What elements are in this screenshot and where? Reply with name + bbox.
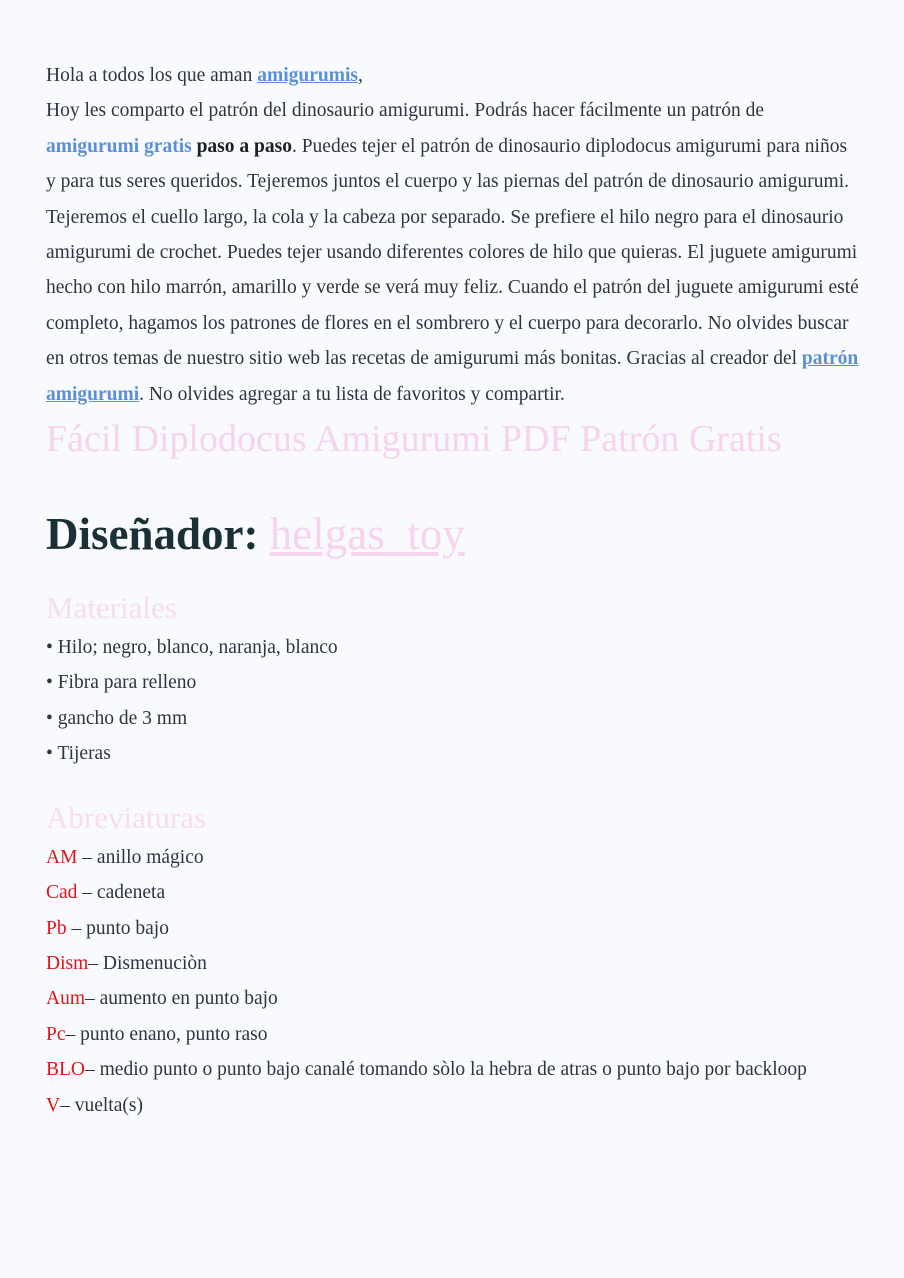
designer-link[interactable]: helgas_toy (269, 509, 465, 560)
page-title: Fácil Diplodocus Amigurumi PDF Patrón Gratis (46, 418, 782, 461)
intro-greeting-comma: , (357, 65, 363, 86)
abbreviation-item (46, 911, 861, 946)
intro-paragraph (46, 58, 861, 412)
abbreviation-term: BLO (46, 1059, 85, 1081)
abbreviation-term: Dism (46, 952, 89, 974)
designer-heading (46, 506, 861, 562)
abbreviation-term: Aum (46, 988, 85, 1010)
abbreviations-list (46, 840, 861, 1123)
amigurumi-gratis-link[interactable]: amigurumi gratis (46, 135, 192, 157)
materials-item: • Tijeras (46, 743, 111, 765)
intro-text-2: . Puedes tejer el patrón de dinosaurio diplodocus amigurumi para niños y para tus seres queridos. Tejeremos juntos el cuerpo y las piernas del patrón de dinosaurio amigurumi. Tejeremos el cuello largo, la cola y la cabeza por separado. Se prefiere el hilo negro para el dinosaurio amigurumi de crochet. Puedes tejer usando diferentes colores de hilo que quieras. El juguete amigurumi hecho con hilo marrón, amarillo y verde se verá muy feliz. Cuando el patrón del juguete amigurumi esté completo, hagamos los patrones de flores en el sombrero y el cuerpo para decorarlo. No olvides buscar en otros temas de nuestro sitio web las recetas de amigurumi más bonitas. Gracias al creador del (46, 135, 859, 370)
abbreviation-item (46, 981, 861, 1016)
intro-text-1: Hoy les comparto el patrón del dinosaurio amigurumi. Podrás hacer fácilmente un patrón de (46, 100, 765, 122)
materials-item: • Fibra para relleno (46, 672, 197, 694)
abbreviation-term: AM (46, 846, 78, 868)
abbreviation-definition: – cadeneta (77, 882, 166, 904)
abbreviation-item (46, 1017, 861, 1052)
abbreviation-item (46, 946, 861, 981)
designer-label: Diseñador: (46, 509, 270, 560)
abbreviation-term: Pc (46, 1023, 66, 1045)
materials-heading: Materiales (46, 590, 177, 626)
abbreviation-item (46, 1088, 861, 1123)
patron-amigurumi-link[interactable]: patrón amigurumi (46, 348, 859, 405)
article-content (46, 58, 861, 1123)
abbreviation-definition: – punto enano, punto raso (65, 1023, 268, 1045)
abbreviation-term: V (46, 1094, 61, 1116)
abbreviation-term: Cad (46, 882, 78, 904)
materials-item: • Hilo; negro, blanco, naranja, blanco (46, 637, 338, 659)
abbreviation-item (46, 1052, 861, 1087)
abbreviation-definition: – Dismenuciòn (88, 952, 207, 974)
abbreviation-definition: – punto bajo (66, 917, 169, 939)
amigurumis-link[interactable]: amigurumis (257, 65, 358, 86)
intro-text-3: . No olvides agregar a tu lista de favoritos y compartir. (139, 383, 565, 405)
intro-greeting: Hola a todos los que aman (46, 65, 258, 86)
abbreviation-item (46, 840, 861, 875)
abbreviation-definition: – medio punto o punto bajo canalé tomando sòlo la hebra de atras o punto bajo por backloop (85, 1059, 807, 1081)
abbreviations-heading: Abreviaturas (46, 799, 207, 835)
abbreviation-definition: – vuelta(s) (60, 1094, 143, 1116)
abbreviation-term: Pb (46, 917, 67, 939)
materials-list (46, 630, 861, 772)
materials-item: • gancho de 3 mm (46, 707, 188, 729)
abbreviation-definition: – anillo mágico (77, 846, 204, 868)
paso-a-paso-text: paso a paso (196, 135, 292, 157)
abbreviation-definition: – aumento en punto bajo (85, 988, 278, 1010)
abbreviation-item (46, 875, 861, 910)
